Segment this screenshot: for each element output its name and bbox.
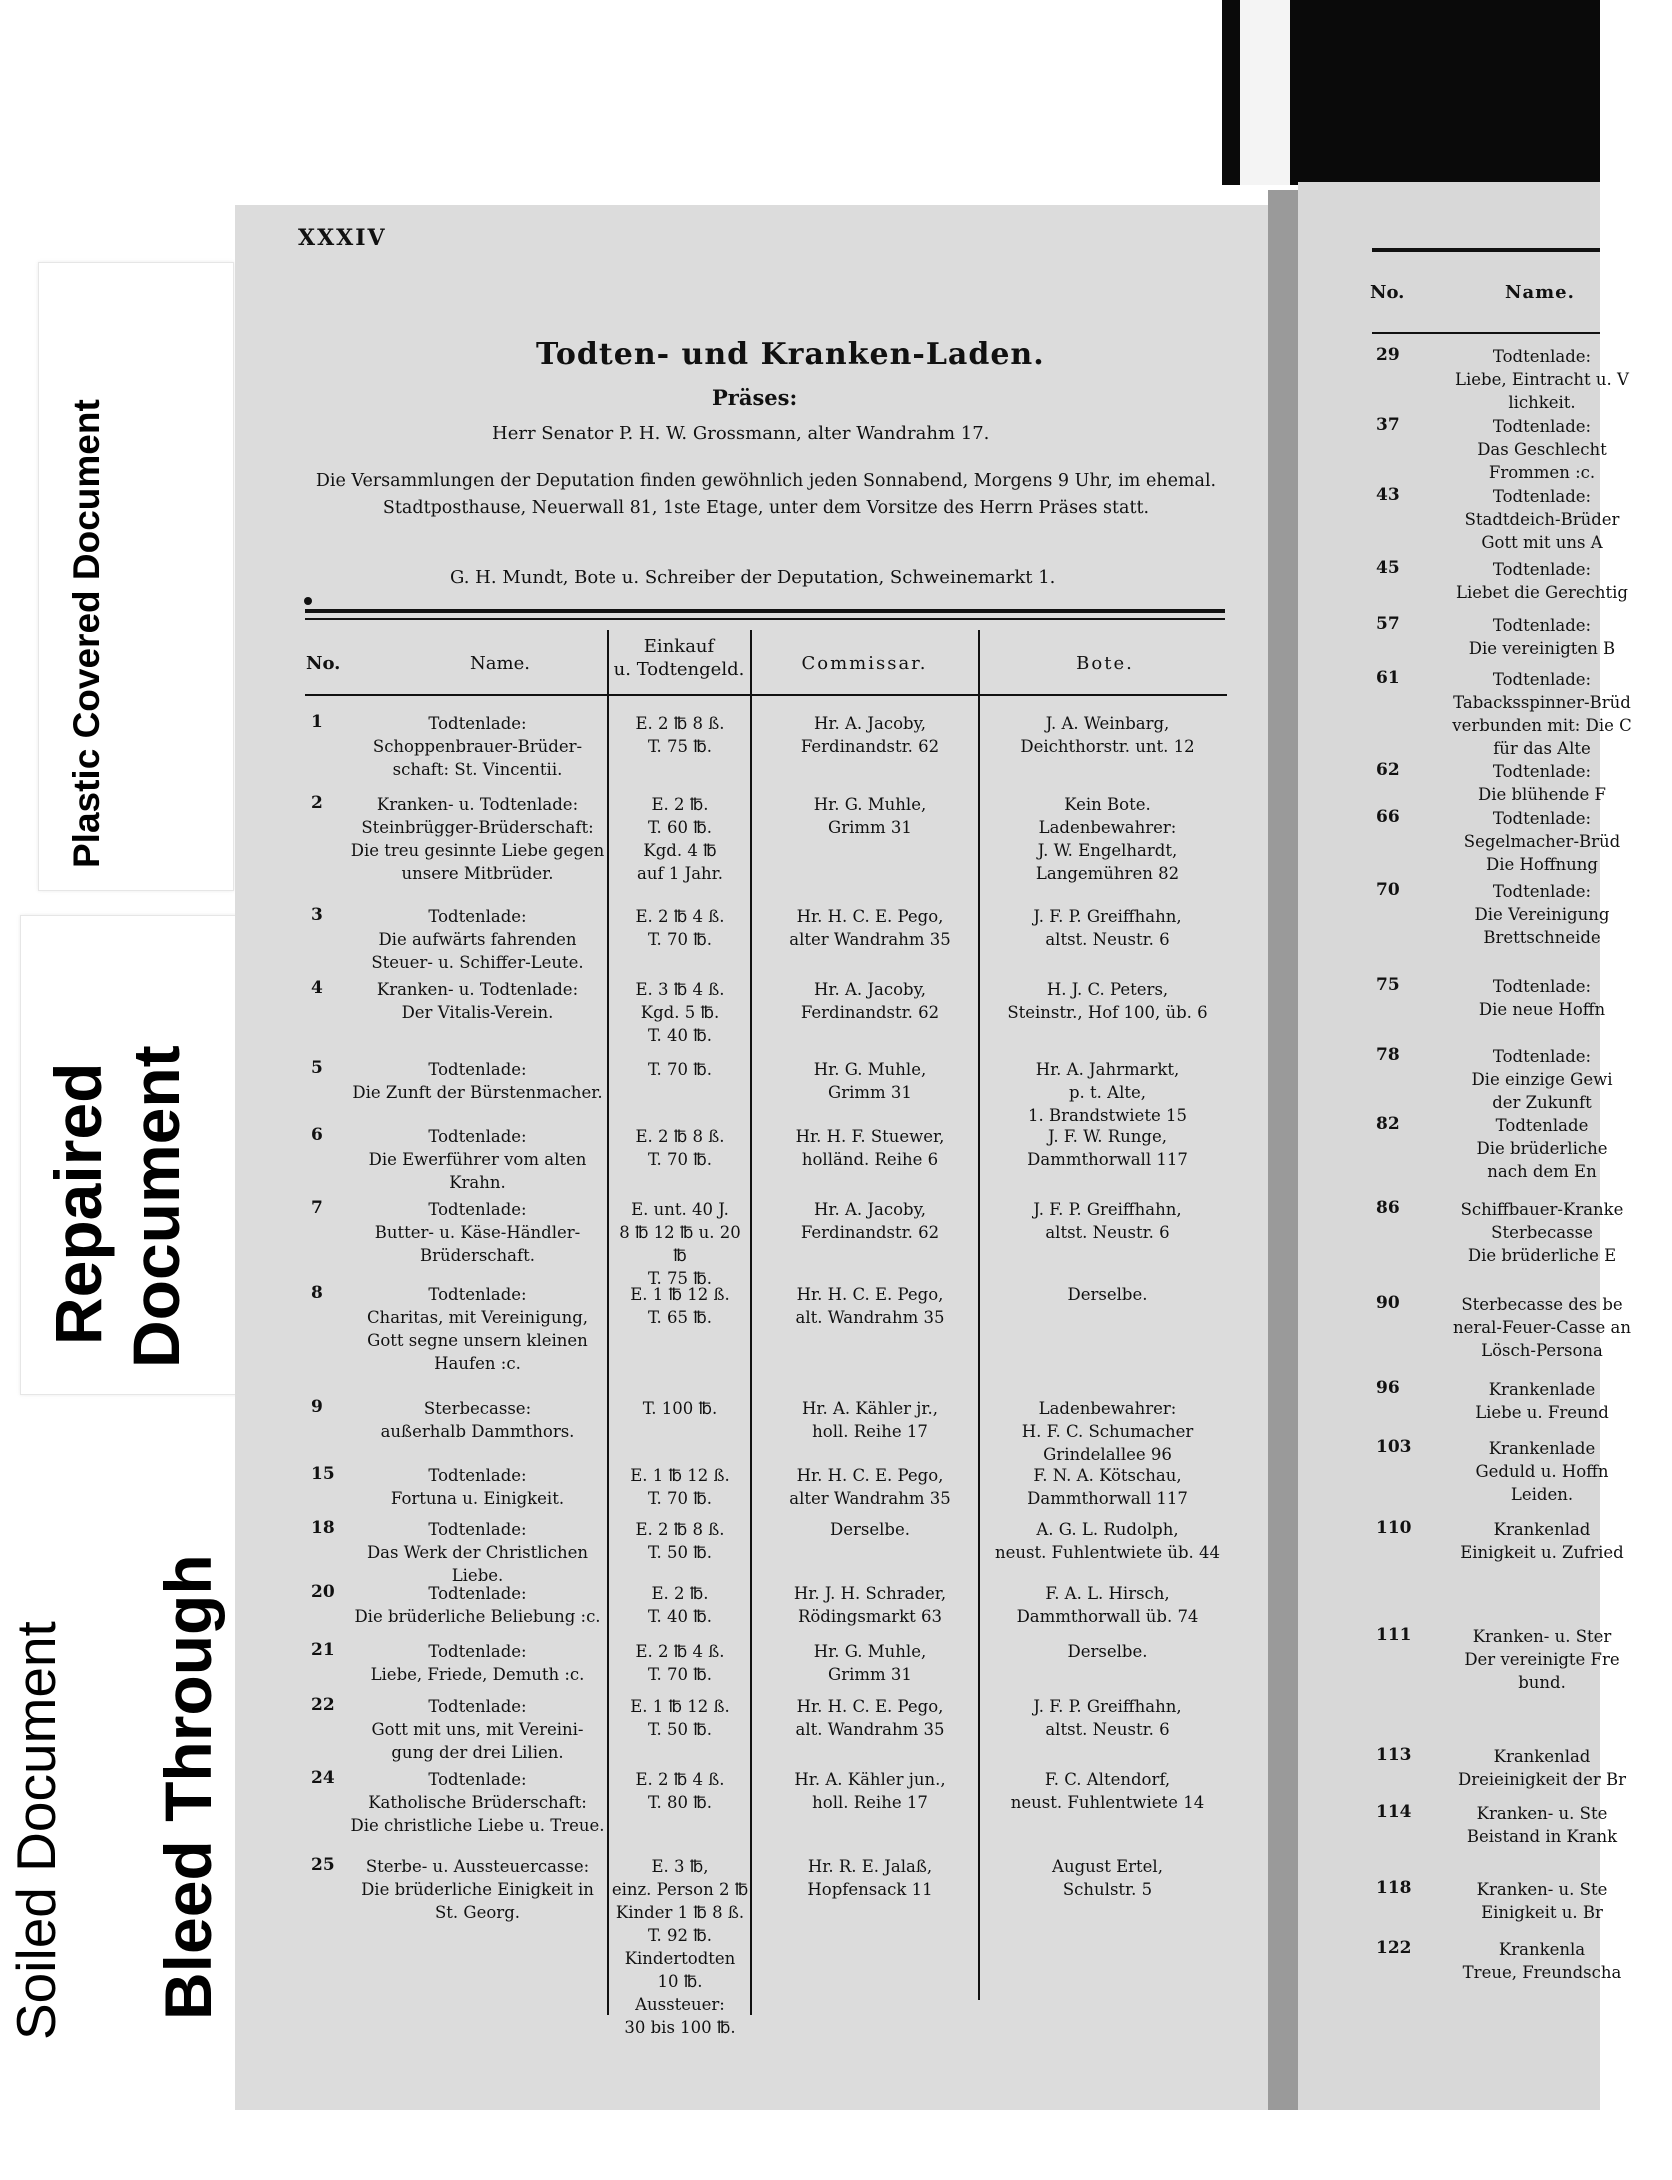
row-name: Todtenlade: Gott mit uns, mit Vereini- gung der drei Lilien.: [371, 1697, 584, 1762]
right-row-number: 110: [1376, 1518, 1412, 1538]
row-bote: J. F. P. Greiffhahn, altst. Neustr. 6: [1033, 1200, 1182, 1242]
row-commissar: Hr. H. C. E. Pego, alter Wandrahm 35: [789, 1466, 951, 1508]
row-commissar: Hr. G. Muhle, Grimm 31: [813, 1060, 927, 1102]
row-bote: Derselbe.: [1067, 1642, 1148, 1661]
row-fee: E. 2 ℔ 4 ß. T. 70 ℔.: [635, 907, 725, 949]
row-number: 22: [311, 1695, 335, 1715]
right-row-number: 61: [1376, 668, 1400, 688]
right-table-row: [1372, 668, 1632, 768]
row-name: Todtenlade: Die Ewerführer vom alten Krahn.: [368, 1127, 587, 1192]
row-fee: E. 1 ℔ 12 ß. T. 65 ℔.: [630, 1285, 730, 1327]
row-fee: E. 2 ℔. T. 40 ℔.: [647, 1584, 713, 1626]
right-row-number: 78: [1376, 1045, 1400, 1065]
row-name: Todtenlade: Die Zunft der Bürstenmacher.: [352, 1060, 603, 1102]
row-name: Todtenlade: Die brüderliche Beliebung :c.: [354, 1584, 601, 1626]
right-row-text: Todtenlade: Liebet die Gerechtig: [1456, 560, 1628, 602]
right-row-text: Krankenlade Geduld u. Hoffn Leiden.: [1475, 1439, 1609, 1504]
header-no: No.: [306, 653, 341, 674]
right-row-text: Krankenlad Einigkeit u. Zufried: [1460, 1520, 1624, 1562]
row-fee: E. unt. 40 J. 8 ℔ 12 ℔ u. 20 ℔ T. 75 ℔.: [619, 1200, 741, 1288]
row-fee: E. 1 ℔ 12 ß. T. 50 ℔.: [630, 1697, 730, 1739]
bullet-dot: [304, 597, 312, 605]
right-row-number: 82: [1376, 1114, 1400, 1134]
right-row-text: Todtenlade: Die einzige Gewi der Zukunft: [1471, 1047, 1613, 1112]
row-name: Todtenlade: Die aufwärts fahrenden Steuer- u. Schiffer-Leute.: [371, 907, 584, 972]
row-number: 25: [311, 1855, 335, 1875]
row-name: Sterbe- u. Aussteuercasse: Die brüderliche Einigkeit in St. Georg.: [361, 1857, 594, 1922]
right-row-number: 103: [1376, 1437, 1412, 1457]
right-row-number: 75: [1376, 975, 1400, 995]
row-commissar: Hr. G. Muhle, Grimm 31: [813, 795, 927, 837]
row-bote: H. J. C. Peters, Steinstr., Hof 100, üb. 6: [1007, 980, 1208, 1022]
right-row-number: 43: [1376, 485, 1400, 505]
right-row-text: Todtenlade Die brüderliche nach dem En: [1476, 1116, 1608, 1181]
right-row-text: Todtenlade: Die Vereinigung Brettschneide: [1474, 882, 1610, 947]
row-fee: E. 2 ℔. T. 60 ℔. Kgd. 4 ℔ auf 1 Jahr.: [637, 795, 723, 883]
right-table-row: [1372, 1938, 1622, 2038]
heavy-rule: [305, 609, 1225, 613]
header-name: Name.: [470, 653, 530, 674]
row-bote: Ladenbewahrer: H. F. C. Schumacher Grindelallee 96: [1021, 1399, 1194, 1464]
right-row-number: 45: [1376, 558, 1400, 578]
row-commissar: Hr. H. C. E. Pego, alter Wandrahm 35: [789, 907, 951, 949]
right-row-number: 96: [1376, 1378, 1400, 1398]
repaired-label-line2: Document: [119, 1045, 193, 1368]
row-name: Kranken- u. Todtenlade: Der Vitalis-Verein.: [376, 980, 579, 1022]
col-divider-2: [750, 630, 752, 2015]
row-number: 20: [311, 1582, 335, 1602]
right-row-number: 114: [1376, 1802, 1412, 1822]
soiled-document-label: Soiled Document: [5, 1621, 67, 2040]
right-row-number: 118: [1376, 1878, 1412, 1898]
row-fee: T. 100 ℔.: [642, 1399, 718, 1418]
bottom-margin: [0, 2110, 1600, 2177]
row-bote: F. C. Altendorf, neust. Fuhlentwiete 14: [1010, 1770, 1205, 1812]
bleed-through-label: Bleed Through: [151, 1554, 225, 2020]
row-commissar: Derselbe.: [830, 1520, 910, 1539]
row-commissar: Hr. A. Jacoby, Ferdinandstr. 62: [800, 1200, 940, 1242]
row-commissar: Hr. A. Kähler jun., holl. Reihe 17: [794, 1770, 946, 1812]
right-table-row: [1372, 1625, 1620, 1725]
right-row-text: Todtenlade: Tabacksspinner-Brüd verbunden mit: Die C für das Alte: [1452, 670, 1632, 758]
row-number: 4: [311, 978, 323, 998]
row-number: 8: [311, 1283, 323, 1303]
row-name: Todtenlade: Schoppenbrauer-Brüder- schaft: St. Vincentii.: [372, 714, 583, 779]
right-row-text: Kranken- u. Ste Einigkeit u. Br: [1476, 1880, 1608, 1922]
right-row-number: 70: [1376, 880, 1400, 900]
chair-line: Herr Senator P. H. W. Grossmann, alter Wandrahm 17.: [492, 423, 990, 444]
row-number: 15: [311, 1464, 335, 1484]
praeses-heading: Präses:: [712, 385, 798, 410]
right-row-number: 62: [1376, 760, 1400, 780]
row-bote: J. F. W. Runge, Dammthorwall 117: [1027, 1127, 1188, 1169]
right-row-text: Kranken- u. Ste Beistand in Krank: [1466, 1804, 1618, 1846]
messenger-line: G. H. Mundt, Bote u. Schreiber der Deputation, Schweinemarkt 1.: [450, 567, 1056, 588]
row-commissar: Hr. A. Kähler jr., holl. Reihe 17: [801, 1399, 938, 1441]
row-fee: E. 2 ℔ 4 ß. T. 70 ℔.: [635, 1642, 725, 1684]
right-row-text: Todtenlade: Das Geschlecht Frommen :c.: [1477, 417, 1607, 482]
row-fee: E. 3 ℔ 4 ß. Kgd. 5 ℔. T. 40 ℔.: [635, 980, 725, 1045]
row-bote: August Ertel, Schulstr. 5: [1052, 1857, 1163, 1899]
right-row-number: 90: [1376, 1293, 1400, 1313]
right-row-number: 86: [1376, 1198, 1400, 1218]
row-bote: Kein Bote. Ladenbewahrer: J. W. Engelhardt, Langemühren 82: [1035, 795, 1180, 883]
right-row-number: 111: [1376, 1625, 1412, 1645]
right-row-text: Todtenlade: Die neue Hoffn: [1478, 977, 1606, 1019]
row-name: Sterbecasse: außerhalb Dammthors.: [380, 1399, 575, 1441]
row-number: 5: [311, 1058, 323, 1078]
row-name: Todtenlade: Fortuna u. Einigkeit.: [390, 1466, 565, 1508]
right-row-text: Kranken- u. Ster Der vereinigte Fre bund.: [1464, 1627, 1620, 1692]
meeting-notice: Die Versammlungen der Deputation finden gewöhnlich jeden Sonnabend, Morgens 9 Uhr, im ehemal. Stadtposthause, Neuerwall 81, 1ste Etage, unter dem Vorsitze des Herrn Präses statt.: [315, 471, 1217, 518]
row-bote: J. A. Weinbarg, Deichthorstr. unt. 12: [1020, 714, 1195, 756]
right-row-text: Krankenlade Liebe u. Freund: [1475, 1380, 1609, 1422]
right-header-name: Name.: [1505, 282, 1575, 303]
header-bote: Bote.: [1076, 653, 1134, 674]
right-row-text: Krankenla Treue, Freundscha: [1462, 1940, 1622, 1982]
right-header-no: No.: [1370, 282, 1405, 303]
row-commissar: Hr. H. F. Stuewer, holländ. Reihe 6: [795, 1127, 945, 1169]
row-bote: A. G. L. Rudolph, neust. Fuhlentwiete üb. 44: [994, 1520, 1221, 1562]
right-row-text: Todtenlade: Segelmacher-Brüd Die Hoffnung: [1463, 809, 1621, 874]
row-fee: E. 3 ℔, einz. Person 2 ℔ Kinder 1 ℔ 8 ß. T. 92 ℔. Kindertodten 10 ℔. Aussteuer: 30 bis 100 ℔.: [611, 1857, 749, 2037]
right-row-text: Sterbecasse des be neral-Feuer-Casse an Lösch-Persona: [1452, 1295, 1631, 1360]
row-commissar: Hr. G. Muhle, Grimm 31: [813, 1642, 927, 1684]
right-row-number: 122: [1376, 1938, 1412, 1958]
header-rule: [305, 694, 1227, 696]
row-name: Todtenlade: Butter- u. Käse-Händler- Brüderschaft.: [374, 1200, 581, 1265]
row-fee: T. 70 ℔.: [647, 1060, 713, 1079]
row-commissar: Hr. A. Jacoby, Ferdinandstr. 62: [800, 714, 940, 756]
row-number: 24: [311, 1768, 335, 1788]
thin-rule: [305, 618, 1225, 620]
right-header-rule: [1372, 332, 1600, 334]
header-fee: Einkauf u. Todtengeld.: [613, 636, 745, 680]
row-commissar: Hr. A. Jacoby, Ferdinandstr. 62: [800, 980, 940, 1022]
row-commissar: Hr. J. H. Schrader, Rödingsmarkt 63: [793, 1584, 947, 1626]
row-name: Todtenlade: Katholische Brüderschaft: Die christliche Liebe u. Treue.: [350, 1770, 605, 1835]
row-fee: E. 1 ℔ 12 ß. T. 70 ℔.: [630, 1466, 730, 1508]
row-bote: Derselbe.: [1067, 1285, 1148, 1304]
right-row-text: Todtenlade: Liebe, Eintracht u. V lichkeit.: [1455, 347, 1629, 412]
row-number: 6: [311, 1125, 323, 1145]
row-bote: J. F. P. Greiffhahn, altst. Neustr. 6: [1033, 1697, 1182, 1739]
row-number: 9: [311, 1397, 323, 1417]
right-table-row: [1372, 1198, 1624, 1298]
right-row-number: 29: [1376, 345, 1400, 365]
right-row-number: 57: [1376, 614, 1400, 634]
row-number: 21: [311, 1640, 335, 1660]
row-bote: J. F. P. Greiffhahn, altst. Neustr. 6: [1033, 907, 1182, 949]
row-fee: E. 2 ℔ 8 ß. T. 75 ℔.: [635, 714, 725, 756]
right-row-text: Krankenlad Dreieinigkeit der Br: [1457, 1747, 1627, 1789]
row-bote: Hr. A. Jahrmarkt, p. t. Alte, 1. Brandstwiete 15: [1028, 1060, 1187, 1125]
row-fee: E. 2 ℔ 8 ß. T. 70 ℔.: [635, 1127, 725, 1169]
book-spine: [1268, 190, 1298, 2120]
right-row-number: 66: [1376, 807, 1400, 827]
repaired-label-line1: Repaired: [41, 1062, 115, 1345]
right-table-row: [1372, 1518, 1624, 1618]
row-name: Kranken- u. Todtenlade: Steinbrügger-Brüderschaft: Die treu gesinnte Liebe gegen unsere Mitbrüder.: [350, 795, 605, 883]
row-name: Todtenlade: Liebe, Friede, Demuth :c.: [370, 1642, 585, 1684]
scan-light-gap: [1240, 0, 1290, 185]
row-fee: E. 2 ℔ 4 ß. T. 80 ℔.: [635, 1770, 725, 1812]
row-commissar: Hr. H. C. E. Pego, alt. Wandrahm 35: [795, 1697, 945, 1739]
page-title: Todten- und Kranken-Laden.: [536, 337, 1045, 372]
right-row-text: Todtenlade: Stadtdeich-Brüder Gott mit uns A: [1464, 487, 1620, 552]
right-row-text: Todtenlade: Die vereinigten B: [1468, 616, 1616, 658]
right-table-row: [1372, 880, 1610, 980]
right-row-text: Todtenlade: Die blühende F: [1477, 762, 1607, 804]
col-divider-1: [607, 630, 609, 2015]
plastic-covered-label: Plastic Covered Document: [66, 399, 107, 868]
row-number: 2: [311, 793, 323, 813]
right-row-number: 113: [1376, 1745, 1412, 1765]
right-heavy-rule: [1372, 248, 1600, 252]
row-commissar: Hr. R. E. Jalaß, Hopfensack 11: [807, 1857, 933, 1899]
row-name: Todtenlade: Charitas, mit Vereinigung, Gott segne unsern kleinen Haufen :c.: [366, 1285, 589, 1373]
row-number: 1: [311, 712, 323, 732]
right-row-number: 37: [1376, 415, 1400, 435]
row-bote: F. A. L. Hirsch, Dammthorwall üb. 74: [1016, 1584, 1199, 1626]
header-commissar: Commissar.: [801, 653, 928, 674]
right-row-text: Schiffbauer-Kranke Sterbecasse Die brüderliche E: [1460, 1200, 1624, 1265]
row-number: 18: [311, 1518, 335, 1538]
row-fee: E. 2 ℔ 8 ß. T. 50 ℔.: [635, 1520, 725, 1562]
row-bote: F. N. A. Kötschau, Dammthorwall 117: [1027, 1466, 1188, 1508]
row-commissar: Hr. H. C. E. Pego, alt. Wandrahm 35: [795, 1285, 945, 1327]
row-name: Todtenlade: Das Werk der Christlichen Liebe.: [366, 1520, 589, 1585]
row-number: 3: [311, 905, 323, 925]
page-number: XXXIV: [298, 225, 387, 251]
row-number: 7: [311, 1198, 323, 1218]
